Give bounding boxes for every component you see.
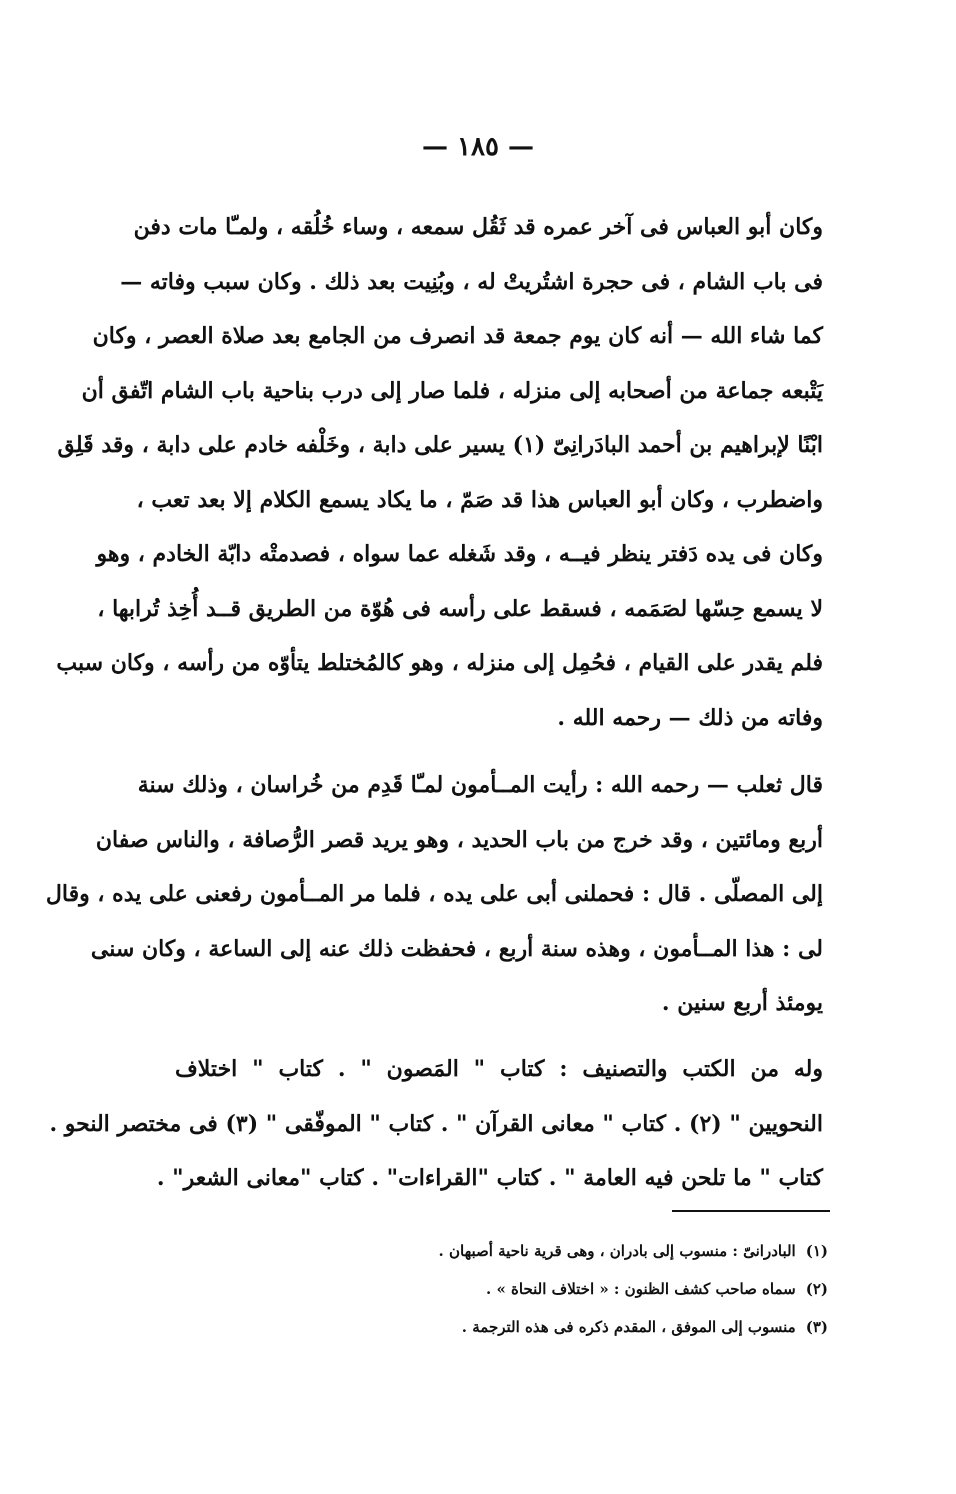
text-line: إلى المصلّى . قال : فحملنى أبى على يده ، فلما مر المــأمون رفعنى على يده ، وقال bbox=[45, 881, 823, 907]
footnote-number: (٣) bbox=[805, 1318, 828, 1336]
paragraph-death-of-abu-al-abbas bbox=[56, 200, 823, 745]
text-line: يَتْبعه جماعة من أصحابه إلى منزله ، فلما صار إلى درب بناحية باب الشام اتّفق أن bbox=[81, 377, 823, 404]
text-line: وفاته من ذلك — رحمه الله . bbox=[557, 704, 823, 731]
footnote-2 bbox=[330, 1270, 828, 1308]
text-line: يومئذ أربع سنين . bbox=[661, 990, 823, 1016]
text-line: أربع ومائتين ، وقد خرج من باب الحديد ، وهو يريد قصر الرُّصافة ، والناس صفان bbox=[95, 826, 823, 853]
paragraph-thalab-anecdote bbox=[45, 758, 823, 1031]
footnotes bbox=[330, 1232, 828, 1346]
text-line: كما شاء الله — أنه كان يوم جمعة قد انصرف من الجامع بعد صلاة العصر ، وكان bbox=[92, 323, 823, 349]
text-line: ابْنًا لإبراهيم بن أحمد البادَرانِىّ (١) يسير على دابة ، وخَلْفه خادم على دابة ، وقد قَلِق bbox=[57, 432, 823, 458]
text-line: وكان فى يده دَفتر ينظر فيــه ، وقد شَغله عما سواه ، فصدمتْه دابّة الخادم ، وهو bbox=[96, 541, 823, 567]
text-line: لى : هذا المــأمون ، وهذه سنة أربع ، فحفظت ذلك عنه إلى الساعة ، وكان سنى bbox=[90, 935, 823, 962]
footnote-divider bbox=[672, 1210, 830, 1212]
text-line: لا يسمع حِسّها لصَمَمه ، فسقط على رأسه فى هُوّة من الطريق قــد أُخِذ تُرابها ، bbox=[97, 595, 823, 622]
footnote-text: منسوب إلى الموفق ، المقدم ذكره فى هذه الترجمة . bbox=[461, 1318, 796, 1336]
page-number: — ١٨٥ — bbox=[421, 132, 535, 162]
text-line: النحويين " (٢) . كتاب " معانى القرآن " . كتاب " الموفّقى " (٣) فى مختصر النحو . bbox=[49, 1110, 823, 1137]
paragraph-books-list bbox=[49, 1042, 823, 1206]
text-line: وله من الكتب والتصنيف : كتاب " المَصون " . كتاب " اختلاف bbox=[175, 1056, 823, 1082]
text-line: قال ثعلب — رحمه الله : رأيت المــأمون لمـّا قَدِم من خُراسان ، وذلك سنة bbox=[137, 772, 823, 798]
text-line: فى باب الشام ، فى حجرة اشتُريتْ له ، وبُنِيت بعد ذلك . وكان سبب وفاته — bbox=[120, 268, 823, 295]
footnote-1 bbox=[330, 1232, 828, 1270]
text-line: كتاب " ما تلحن فيه العامة " . كتاب "القراءات" . كتاب "معانى الشعر" . bbox=[156, 1165, 823, 1191]
footnote-number: (٢) bbox=[805, 1280, 828, 1298]
footnote-3 bbox=[330, 1308, 828, 1346]
footnote-number: (١) bbox=[805, 1242, 828, 1260]
text-line: واضطرب ، وكان أبو العباس هذا قد صَمّ ، ما يكاد يسمع الكلام إلا بعد تعب ، bbox=[136, 486, 823, 513]
text-line: وكان أبو العباس فى آخر عمره قد ثَقُل سمعه ، وساء خُلُقه ، ولمـّا مات دفن bbox=[133, 214, 823, 240]
footnote-text: البادرانىّ : منسوب إلى بادران ، وهى قرية ناحية أصبهان . bbox=[438, 1242, 796, 1260]
text-line: فلم يقدر على القيام ، فحُمِل إلى منزله ، وهو كالمُختلط يتأوّه من رأسه ، وكان سبب bbox=[56, 650, 823, 676]
footnote-text: سماه صاحب كشف الظنون : « اختلاف النحاة » . bbox=[486, 1280, 796, 1298]
